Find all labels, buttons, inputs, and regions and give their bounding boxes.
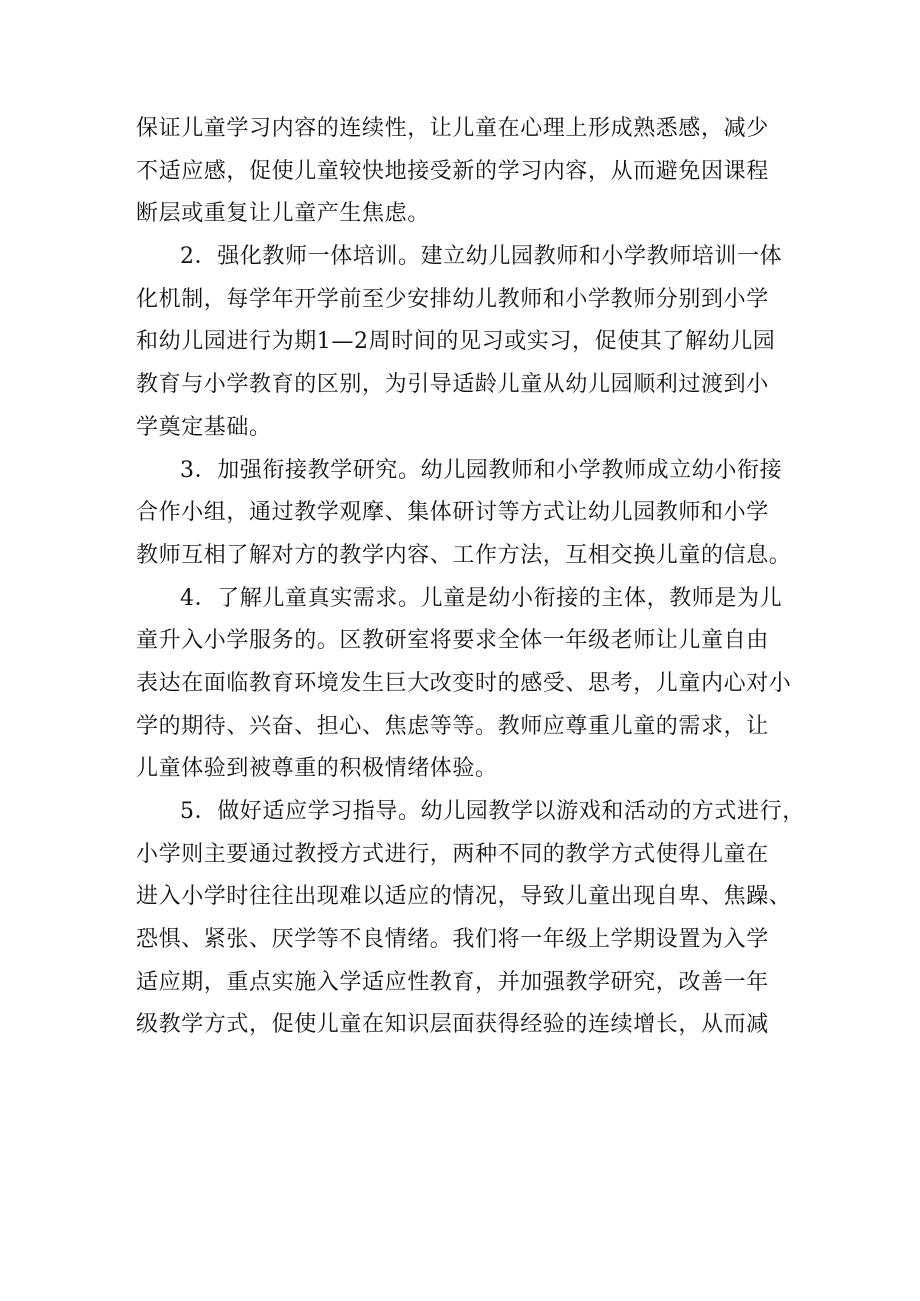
paragraph-start-line: 2．强化教师一体培训。建立幼儿园教师和小学教师培训一体 (180, 244, 783, 270)
text-line: 断层或重复让儿童产生焦虑。 (136, 201, 430, 227)
text-line: 小学则主要通过教授方式进行，两种不同的教学方式使得儿童在 (136, 841, 769, 867)
text-line: 进入小学时往往出现难以适应的情况，导致儿童出现自卑、焦躁、 (136, 884, 792, 910)
text-line: 教师互相了解对方的教学内容、工作方法，互相交换儿童的信息。 (136, 542, 792, 568)
text-line: 童升入小学服务的。区教研室将要求全体一年级老师让儿童自由 (136, 628, 769, 654)
text-line: 学奠定基础。 (136, 414, 272, 440)
paragraph-start-line: 3．加强衔接教学研究。幼儿园教师和小学教师成立幼小衔接 (180, 457, 783, 483)
text-line: 级教学方式，促使儿童在知识层面获得经验的连续增长，从而减 (136, 1012, 769, 1038)
paragraph-start-line: 5．做好适应学习指导。幼儿园教学以游戏和活动的方式进行， (180, 799, 805, 824)
text-line: 合作小组，通过教学观摩、集体研讨等方式让幼儿园教师和小学 (136, 500, 769, 526)
paragraph-start-line: 4．了解儿童真实需求。儿童是幼小衔接的主体，教师是为儿 (180, 585, 783, 611)
text-line: 恐惧、紧张、厌学等不良情绪。我们将一年级上学期设置为入学 (136, 927, 769, 953)
text-line: 不适应感，促使儿童较快地接受新的学习内容，从而避免因课程 (136, 158, 769, 184)
text-line: 教育与小学教育的区别，为引导适龄儿童从幼儿园顺利过渡到小 (136, 372, 769, 398)
text-line: 学的期待、兴奋、担心、焦虑等等。教师应尊重儿童的需求，让 (136, 713, 769, 739)
text-line: 化机制，每学年开学前至少安排幼儿教师和小学教师分别到小学 (136, 286, 769, 312)
document-body (136, 108, 805, 1047)
text-line: 和幼儿园进行为期1—2周时间的见习或实习，促使其了解幼儿园 (136, 329, 776, 355)
text-line: 表达在面临教育环境发生巨大改变时的感受、思考，儿童内心对小 (136, 670, 792, 696)
text-line: 适应期，重点实施入学适应性教育，并加强教学研究，改善一年 (136, 969, 769, 995)
text-line: 儿童体验到被尊重的积极情绪体验。 (136, 756, 498, 782)
text-line: 保证儿童学习内容的连续性，让儿童在心理上形成熟悉感，减少 (136, 116, 769, 141)
